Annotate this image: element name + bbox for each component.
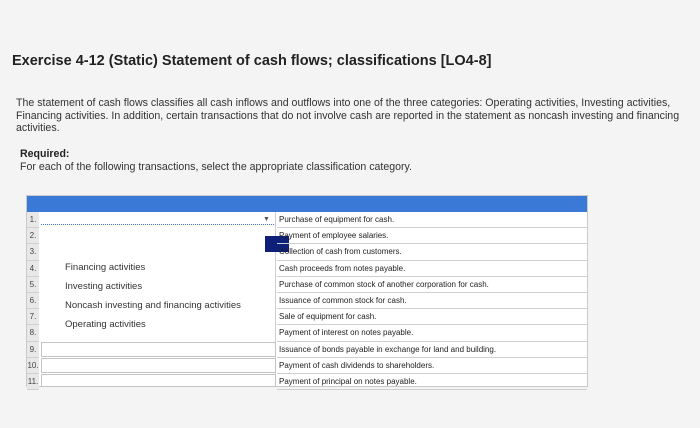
row-number: 8. xyxy=(27,325,39,341)
row-number: 1. xyxy=(27,212,39,228)
page-title: Exercise 4-12 (Static) Statement of cash flows; classifications [LO4-8] xyxy=(12,53,492,69)
transaction-cell: Payment of interest on notes payable. xyxy=(277,325,587,341)
row-number: 9. xyxy=(27,342,39,358)
row-number: 7. xyxy=(27,309,39,325)
classification-select-11[interactable] xyxy=(41,374,276,387)
transaction-cell: Collection of cash from customers. xyxy=(277,244,587,260)
chevron-down-icon[interactable]: ▼ xyxy=(263,216,270,223)
row-number: 3. xyxy=(27,244,39,260)
required-label: Required: xyxy=(20,148,70,160)
classification-grid xyxy=(26,195,588,387)
transaction-cell: Issuance of common stock for cash. xyxy=(277,293,587,309)
required-instructions: For each of the following transactions, select the appropriate classification category. xyxy=(20,161,412,173)
transaction-cell: Purchase of equipment for cash. xyxy=(277,212,587,228)
option-operating-activities[interactable]: Operating activities xyxy=(65,319,146,330)
option-noncash-investing-financing[interactable]: Noncash investing and financing activities xyxy=(65,300,241,311)
classification-select-10[interactable] xyxy=(41,358,276,373)
classification-dropdown-list xyxy=(39,236,265,348)
option-investing-activities[interactable]: Investing activities xyxy=(65,281,143,292)
row-number: 2. xyxy=(27,228,39,244)
intro-paragraph: The statement of cash flows classifies all cash inflows and outflows into one of the three categories: Operating activities, Investing activities, Financing activities. In addition, certain transactions that do not involve cash are reported in the statement as noncash investing and financing activities. xyxy=(16,97,680,134)
row-number: 6. xyxy=(27,293,39,309)
transaction-cell: Sale of equipment for cash. xyxy=(277,309,587,325)
row-number: 11. xyxy=(27,374,39,390)
option-financing-activities[interactable]: Financing activities xyxy=(65,262,146,273)
classification-select-9[interactable] xyxy=(41,342,276,357)
transaction-cell: Payment of employee salaries. xyxy=(277,228,587,244)
transaction-cell: Cash proceeds from notes payable. xyxy=(277,261,587,277)
grid-header xyxy=(27,196,587,212)
transaction-cell: Payment of principal on notes payable. xyxy=(277,374,587,390)
row-number: 5. xyxy=(27,277,39,293)
transaction-column xyxy=(277,212,587,390)
transaction-cell: Purchase of common stock of another corporation for cash. xyxy=(277,277,587,293)
transaction-cell: Issuance of bonds payable in exchange for land and building. xyxy=(277,342,587,358)
row-number: 4. xyxy=(27,261,39,277)
row-number-column xyxy=(27,212,39,390)
transaction-cell: Payment of cash dividends to shareholders. xyxy=(277,358,587,374)
row-number: 10. xyxy=(27,358,39,374)
classification-select-1[interactable] xyxy=(41,213,274,225)
